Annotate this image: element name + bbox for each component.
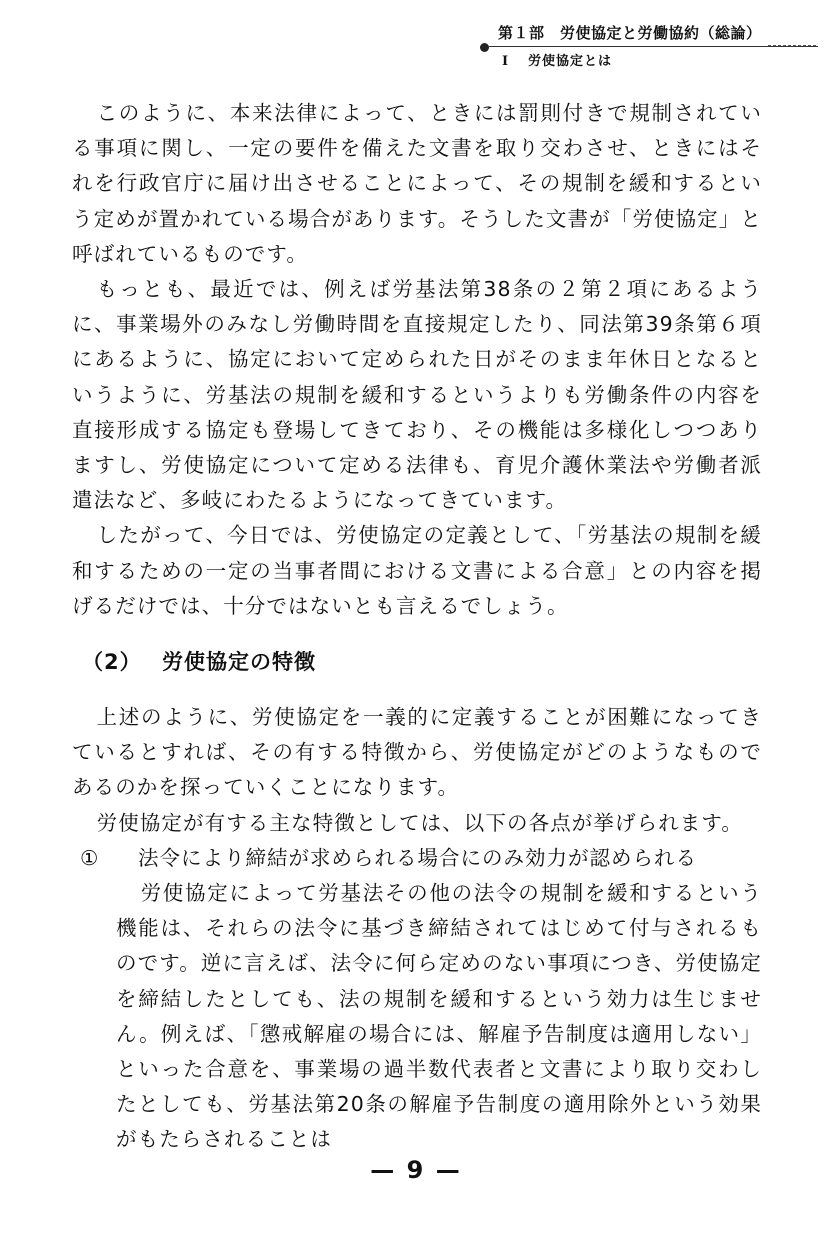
paragraph: したがって、今日では、労使協定の定義として、「労基法の規制を緩和するための一定の当事者間における文書による合意」との内容を掲げるだけでは、十分ではないとも言えるでしょう。	[72, 523, 762, 618]
paragraph: このように、本来法律によって、ときには罰則付きで規制されている事項に関し、一定の要件を備えた文書を取り交わさせ、ときにはそれを行政官庁に届け出させることによって、その規制を緩和するという定めが置かれている場合があります。そうした文書が「労使協定」と呼ばれているものです。	[72, 101, 762, 266]
list-item-title	[72, 841, 762, 876]
header-part-title: 第１部 労使協定と労働協約（総論）	[498, 24, 762, 42]
subsection-number: （2）	[82, 650, 142, 675]
header-section-number: Ⅰ	[502, 54, 510, 69]
header-section-title: 労使協定とは	[528, 54, 613, 69]
subsection-title: 労使協定の特徴	[162, 650, 316, 675]
paragraph: もっとも、最近では、例えば労基法第38条の２第２項にあるように、事業場外のみなし労働時間を直接規定したり、同法第39条第６項にあるように、協定において定められた日がそのまま年休日となるというように、労基法の規制を緩和するというよりも労働条件の内容を直接形成する協定も登場してきており、その機能は多様化しつつありますし、労使協定について定める法律も、育児介護休業法や労働者派遣法など、多岐にわたるようになってきています。	[72, 277, 762, 513]
paragraph: 上述のように、労使協定を一義的に定義することが困難になってきているとすれば、その有する特徴から、労使協定がどのようなものであるのかを探っていくことになります。	[72, 705, 762, 800]
list-item-body: 労使協定によって労基法その他の法令の規制を緩和するという機能は、それらの法令に基づき締結されてはじめて付与されるものです。逆に言えば、法令に何ら定めのない事項につき、労使協定を締結したとしても、法の規制を緩和するという効力は生じません。例えば、「懲戒解雇の場合には、解雇予告制度は適用しない」といった合意を、事業場の過半数代表者と文書により取り交わしたとしても、労基法第20条の解雇予告制度の適用除外という効果がもたらされることは	[116, 881, 762, 1152]
running-header	[478, 22, 818, 72]
list-item-title-text: 法令により締結が求められる場合にのみ効力が認められる	[138, 845, 697, 870]
list-item-marker: ①	[80, 845, 100, 870]
paragraph: 労使協定が有する主な特徴としては、以下の各点が挙げられます。	[96, 810, 743, 835]
header-rule	[488, 46, 818, 47]
page-number: — 9 —	[370, 1156, 462, 1184]
subsection-heading	[72, 644, 762, 680]
header-section	[502, 50, 612, 69]
main-text	[72, 96, 762, 1158]
bullet-dot-icon	[480, 43, 489, 52]
header-dash-rule	[768, 45, 816, 46]
